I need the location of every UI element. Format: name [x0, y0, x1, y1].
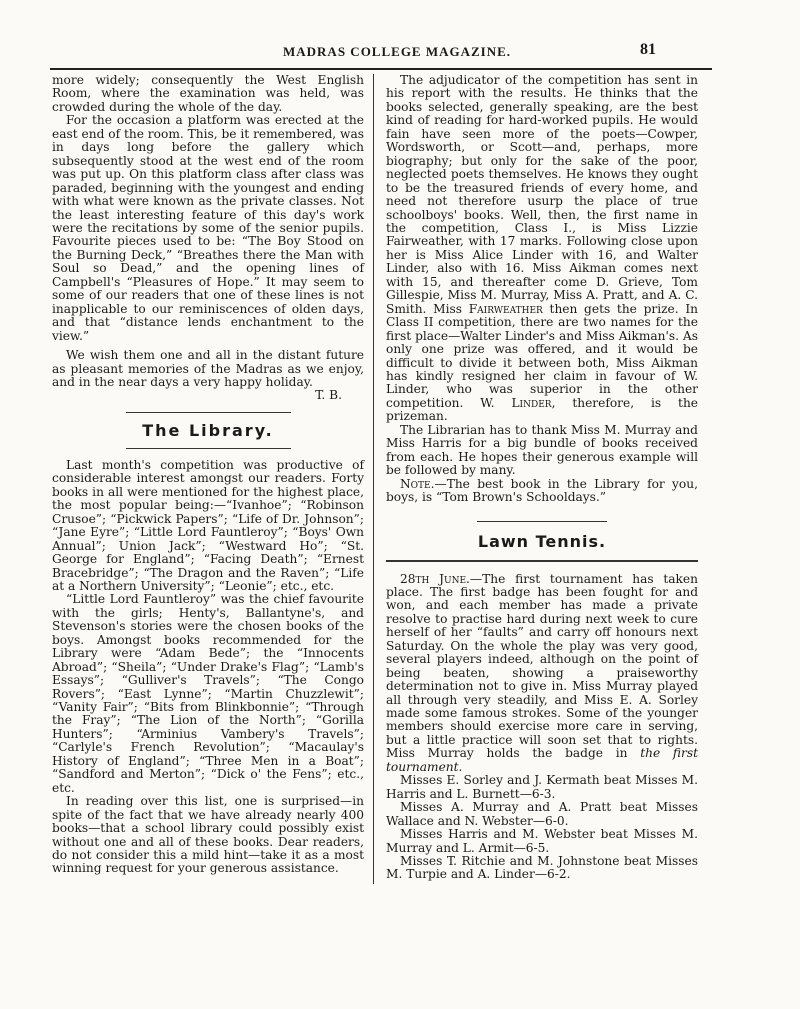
article-continuation-paragraph: more widely; consequently the West English Room, where the examination was held, was crowded during the whole of the day. [52, 73, 364, 114]
match-result: Misses A. Murray and A. Pratt beat Misses Wallace and N. Webster—6-0. [386, 800, 698, 828]
heading-rule-top [126, 412, 291, 413]
library-favourites-paragraph: “Little Lord Fauntleroy” was the chief favourite with the girls; Henty's, Ballantyne's, and Stevenson's stories were the chosen books of the boys. Amongst books recommended for the Library were “Adam Bede”; the “Innocents Abroad”; “Sheila”; “Under Drake's Flag”; “Lamb's Essays”; “Gulliver's Travels”; “The Congo Rovers”; “East Lynne”; “Martin Chuzzlewit”; “Vanity Fair”; “Bits from Blinkbonnie”; “Through the Fray”; “The Lion of the North”; “Gorilla Hunters”; “Arminius Vambery's Travels”; “Carlyle's French Revolution”; “Macaulay's History of England”; “Three Men in a Boat”; “Sandford and Merton”; “Dick o' the Fens”; etc., etc. [52, 592, 364, 795]
header-rule [50, 68, 712, 70]
prize-winner-name: Fairweather [468, 301, 543, 316]
author-initials: T. B. [315, 388, 342, 403]
library-note: Note.—The best book in the Library for you, boys, is “Tom Brown's Schooldays.” [386, 476, 698, 505]
closing-wish-paragraph: We wish them one and all in the distant future as pleasant memories of the Madras as we enjoy, and in the near days a very happy holiday. [52, 348, 364, 389]
library-heading: The Library. [142, 420, 274, 440]
prizeman-name: Linder [511, 395, 552, 410]
tournament-date: 28th June. [400, 571, 470, 586]
heading-rule-bottom [126, 448, 291, 449]
lawn-tennis-heading: Lawn Tennis. [477, 531, 607, 551]
match-result: Misses Harris and M. Webster beat Misses M. Murray and L. Armit—6-5. [386, 827, 698, 855]
tennis-heading-rule-top [477, 521, 607, 522]
library-competition-paragraph: Last month's competition was productive of considerable interest amongst our readers. Forty books in all were mentioned for the highest place, the most popular being:—“Ivanhoe”; “Robinson Crusoe”; “Pickwick Papers”; “Life of Dr. Johnson”; “Jane Eyre”; “Little Lord Fauntleroy”; “Boys' Own Annual”; Union Jack”; “Westward Ho”; “St. George for England”; “Facing Death”; “Ernest Bracebridge”; “The Dragon and the Raven”; “Life at a Northern University”; “Leonie”; etc., etc. [52, 457, 364, 593]
magazine-title: MADRAS COLLEGE MAGAZINE. [283, 44, 512, 59]
platform-paragraph: For the occasion a platform was erected at the east end of the room. This, be it remembered, was in days long before the gallery which subsequently stood at the west end of the room was put up. On this platform class after class was paraded, beginning with the youngest and ending with what were known as the private classes. Not the least interesting feature of this day's work were the recitations by some of the senior pupils. Favourite pieces used to be: “The Boy Stood on the Burning Deck,” “Breathes there the Man with Soul so Dead,” and the opening lines of Campbell's “Pleasures of Hope.” It may seem to some of our readers that one of these lines is not inapplicable to our reminiscences of olden days, and that “distance lends enchantment to the view.” [52, 113, 364, 343]
match-result: Misses T. Ritchie and M. Johnstone beat Misses M. Turpie and A. Linder—6-2. [386, 854, 698, 882]
running-head [0, 41, 800, 64]
librarian-thanks-paragraph: The Librarian has to thank Miss M. Murray and Miss Harris for a big bundle of books received from each. He hopes their generous example will be followed by many. [386, 422, 698, 478]
adjudicator-paragraph: The adjudicator of the competition has sent in his report with the results. He thinks that the books selected, generally speaking, are the best kind of reading for hard-worked pupils. He would fain have seen more of the poets—Cowper, Wordsworth, or Scott—and, perhaps, more biography; but only for the sake of the poor, neglected poets themselves. He knows they ought to be the treasured friends of every home, and need not therefore usurp the place of true schoolboys' books. Well, then, the first name in the competition, Class I., is Miss Lizzie Fairweather, with 17 marks. Following close upon her is Miss Alice Linder with 16, and Walter Linder, also with 16. Miss Aikman comes next with 15, and thereafter come D. Grieve, Tom Gillespie, Miss M. Murray, Miss A. Pratt, and A. C. Smith. Miss Fairweather then gets the prize. In Class II competition, there are two names for the first place—Walter Linder's and Miss Aikman's. As only one prize was offered, and it would be difficult to divide it between both, Miss Aikman has kindly resigned her claim in favour of W. Linder, who was superior in the other competition. W. Linder, therefore, is the prizeman. [386, 73, 699, 424]
right-column [386, 74, 698, 882]
tennis-heading-rule-bottom [386, 560, 698, 562]
left-column [52, 74, 364, 876]
column-divider [373, 74, 374, 884]
match-result: Misses E. Sorley and J. Kermath beat Misses M. Harris and L. Burnett—6-3. [386, 773, 698, 801]
note-label: Note. [400, 476, 435, 491]
tournament-report-paragraph: 28th June.—The first tournament has taken place. The first badge has been fought for and won, and each member has made a private resolve to practise hard during next week to cure herself of her “faults” and carry off honours next Saturday. On the whole the play was very good, several players indeed, although on the point of being beaten, showing a praiseworthy determination not to give in. Miss Murray played all through very steadily, and Miss E. A. Sorley made some famous strokes. Some of the younger members should exercise more care in serving, but a little practice will soon set that to rights. Miss Murray holds the badge in the first tournament. [386, 571, 699, 774]
page-number: 81 [640, 41, 656, 58]
library-request-paragraph: In reading over this list, one is surprised—in spite of the fact that we have already nearly 400 books—that a school library could possibly exist without one and all of these books. Dear readers, do not consider this a mild hint—take it as a most winning request for your generous assistance. [52, 794, 364, 876]
